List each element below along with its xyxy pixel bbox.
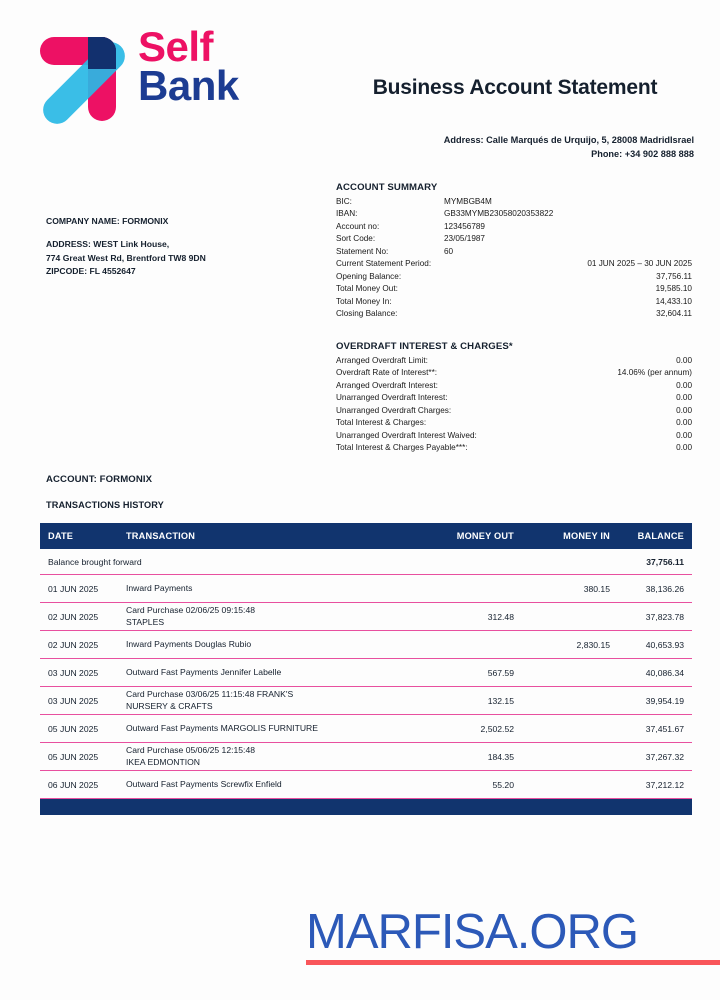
company-address-line2: 774 Great West Rd, Brentford TW8 9DN <box>46 252 206 263</box>
summary-value: MYMBGB4M <box>444 197 492 206</box>
table-row <box>40 687 692 715</box>
summary-label: Statement No: <box>336 246 389 256</box>
summary-value: 23/05/1987 <box>444 234 485 244</box>
overdraft-row <box>336 392 692 404</box>
cell-date: 02 JUN 2025 <box>48 611 99 622</box>
summary-label: Account no: <box>336 221 380 231</box>
summary-label: BIC: <box>336 197 352 206</box>
overdraft-value: 0.00 <box>676 418 692 428</box>
table-header-row <box>40 523 692 549</box>
account-summary-title: ACCOUNT SUMMARY <box>336 182 438 193</box>
watermark-underline-bar <box>306 960 720 965</box>
summary-row <box>336 246 692 258</box>
cell-money-out: 132.15 <box>487 695 514 706</box>
overdraft-value: 0.00 <box>676 405 692 415</box>
summary-value: 01 JUN 2025 – 30 JUN 2025 <box>587 259 692 269</box>
summary-row <box>336 283 692 295</box>
watermark-text: MARFISA.ORG <box>306 905 639 959</box>
cell-date: 01 JUN 2025 <box>48 583 99 594</box>
overdraft-label: Unarranged Overdraft Interest: <box>336 393 448 403</box>
overdraft-row <box>336 355 692 367</box>
table-row <box>40 631 692 659</box>
table-row <box>40 659 692 687</box>
cell-transaction-line2: IKEA EDMONTION <box>126 756 201 767</box>
summary-row <box>336 208 692 220</box>
cell-balance: 39,954.19 <box>645 695 684 706</box>
cell-transaction <box>126 667 412 679</box>
overdraft-label: Total Interest & Charges: <box>336 418 427 428</box>
summary-label: IBAN: <box>336 209 358 219</box>
brought-forward-label: Balance brought forward <box>48 556 142 567</box>
summary-label: Opening Balance: <box>336 271 402 281</box>
account-owner-line: ACCOUNT: FORMONIX <box>46 474 153 485</box>
cell-date: 05 JUN 2025 <box>48 723 99 734</box>
overdraft-value: 14.06% (per annum) <box>617 368 692 378</box>
table-row <box>40 743 692 771</box>
overdraft-row <box>336 405 692 417</box>
overdraft-value: 0.00 <box>676 430 692 440</box>
column-header-balance: BALANCE <box>637 531 684 541</box>
cell-balance: 37,267.32 <box>645 751 684 762</box>
overdraft-value: 0.00 <box>676 380 692 390</box>
cell-transaction <box>126 745 412 768</box>
overdraft-label: Arranged Overdraft Limit: <box>336 356 428 365</box>
cell-balance: 37,451.67 <box>645 723 684 734</box>
summary-value: 32,604.11 <box>656 309 692 319</box>
cell-date: 02 JUN 2025 <box>48 639 99 650</box>
bank-phone: Phone: +34 902 888 888 <box>591 148 694 159</box>
table-row <box>40 771 692 799</box>
summary-row <box>336 258 692 270</box>
overdraft-row <box>336 417 692 429</box>
summary-label: Closing Balance: <box>336 309 398 319</box>
overdraft-panel <box>336 341 692 455</box>
bank-address: Address: Calle Marqués de Urquijo, 5, 28008 MadridIsrael <box>443 135 694 145</box>
cell-balance: 37,212.12 <box>645 779 684 790</box>
table-row <box>40 603 692 631</box>
overdraft-label: Unarranged Overdraft Charges: <box>336 405 452 415</box>
brought-forward-balance: 37,756.11 <box>646 556 684 567</box>
company-zipcode: ZIPCODE: FL 4552647 <box>46 265 136 276</box>
bank-contact-block <box>336 134 694 162</box>
summary-value: GB33MYMB23058020353822 <box>444 209 554 219</box>
brand-wordmark <box>138 23 239 109</box>
brand-name-line1: Self <box>138 23 214 70</box>
transactions-table <box>40 523 692 815</box>
summary-label: Current Statement Period: <box>336 259 432 269</box>
cell-money-out: 2,502.52 <box>480 723 514 734</box>
transactions-section-title: TRANSACTIONS HISTORY <box>46 500 164 510</box>
cell-money-out: 55.20 <box>492 779 514 790</box>
account-summary-right-rows <box>336 258 692 320</box>
cell-balance: 37,823.78 <box>645 611 684 622</box>
self-bank-arrow-logo-icon <box>38 28 130 128</box>
company-name: COMPANY NAME: FORMONIX <box>46 216 169 226</box>
account-summary-panel <box>336 182 692 321</box>
overdraft-value: 0.00 <box>676 443 692 453</box>
cell-transaction-line1: Card Purchase 05/06/25 12:15:48 <box>126 744 255 755</box>
cell-transaction-line1: Inward Payments Douglas Rubio <box>126 638 252 649</box>
cell-transaction-line1: Outward Fast Payments Screwfix Enfield <box>126 778 282 789</box>
summary-row <box>336 233 692 245</box>
summary-label: Total Money In: <box>336 296 392 306</box>
watermark <box>306 905 720 965</box>
summary-value: 60 <box>444 246 454 256</box>
summary-value: 37,756.11 <box>656 271 692 281</box>
cell-transaction-line1: Outward Fast Payments Jennifer Labelle <box>126 666 282 677</box>
overdraft-value: 0.00 <box>676 356 692 365</box>
column-header-date: DATE <box>48 531 74 541</box>
cell-transaction <box>126 779 412 791</box>
table-footer-bar <box>40 799 692 815</box>
column-header-money-in: MONEY IN <box>563 531 610 541</box>
overdraft-row <box>336 442 692 454</box>
summary-row <box>336 196 692 208</box>
page-title: Business Account Statement <box>372 76 658 99</box>
summary-value: 123456789 <box>444 221 485 231</box>
cell-date: 03 JUN 2025 <box>48 695 99 706</box>
summary-row <box>336 271 692 283</box>
account-summary-left-rows <box>336 196 692 258</box>
cell-money-out: 184.35 <box>487 751 514 762</box>
cell-transaction <box>126 605 412 628</box>
overdraft-row <box>336 367 692 379</box>
cell-balance: 40,653.93 <box>645 639 684 650</box>
cell-transaction-line1: Card Purchase 03/06/25 11:15:48 FRANK'S <box>126 688 294 699</box>
cell-balance: 40,086.34 <box>645 667 684 678</box>
overdraft-value: 0.00 <box>676 393 692 403</box>
cell-transaction-line2: NURSERY & CRAFTS <box>126 700 213 711</box>
cell-balance: 38,136.26 <box>645 583 684 594</box>
cell-money-out: 567.59 <box>487 667 514 678</box>
overdraft-label: Arranged Overdraft Interest: <box>336 380 438 390</box>
summary-row <box>336 296 692 308</box>
table-row <box>40 715 692 743</box>
summary-row <box>336 221 692 233</box>
cell-transaction <box>126 723 412 735</box>
cell-transaction-line1: Card Purchase 02/06/25 09:15:48 <box>126 604 255 615</box>
cell-transaction-line1: Outward Fast Payments MARGOLIS FURNITURE <box>126 722 318 733</box>
summary-value: 14,433.10 <box>655 296 692 306</box>
summary-row <box>336 308 692 320</box>
table-row-brought-forward <box>40 549 692 575</box>
cell-money-in: 380.15 <box>583 583 610 594</box>
column-header-money-out: MONEY OUT <box>456 531 514 541</box>
cell-money-in: 2,830.15 <box>576 639 610 650</box>
cell-date: 05 JUN 2025 <box>48 751 99 762</box>
brand-name-line2: Bank <box>138 61 239 109</box>
cell-transaction <box>126 689 412 712</box>
cell-transaction <box>126 583 412 595</box>
summary-label: Sort Code: <box>336 234 376 244</box>
company-address-line1: ADDRESS: WEST Link House, <box>46 239 170 250</box>
cell-date: 03 JUN 2025 <box>48 667 99 678</box>
cell-date: 06 JUN 2025 <box>48 779 99 790</box>
overdraft-row <box>336 380 692 392</box>
table-row <box>40 575 692 603</box>
cell-money-out: 312.48 <box>487 611 514 622</box>
cell-transaction-line2: STAPLES <box>126 616 165 627</box>
overdraft-label: Unarranged Overdraft Interest Waived: <box>336 430 477 440</box>
overdraft-title: OVERDRAFT INTEREST & CHARGES* <box>336 341 513 352</box>
cell-transaction-line1: Inward Payments <box>126 582 193 593</box>
overdraft-label: Total Interest & Charges Payable***: <box>336 443 468 453</box>
column-header-transaction: TRANSACTION <box>126 531 196 541</box>
cell-transaction <box>126 639 412 651</box>
brand-logo <box>38 23 278 130</box>
overdraft-label: Overdraft Rate of Interest**: <box>336 368 438 378</box>
company-info <box>46 215 316 278</box>
summary-value: 19,585.10 <box>655 284 692 294</box>
overdraft-row <box>336 430 692 442</box>
summary-label: Total Money Out: <box>336 284 398 294</box>
